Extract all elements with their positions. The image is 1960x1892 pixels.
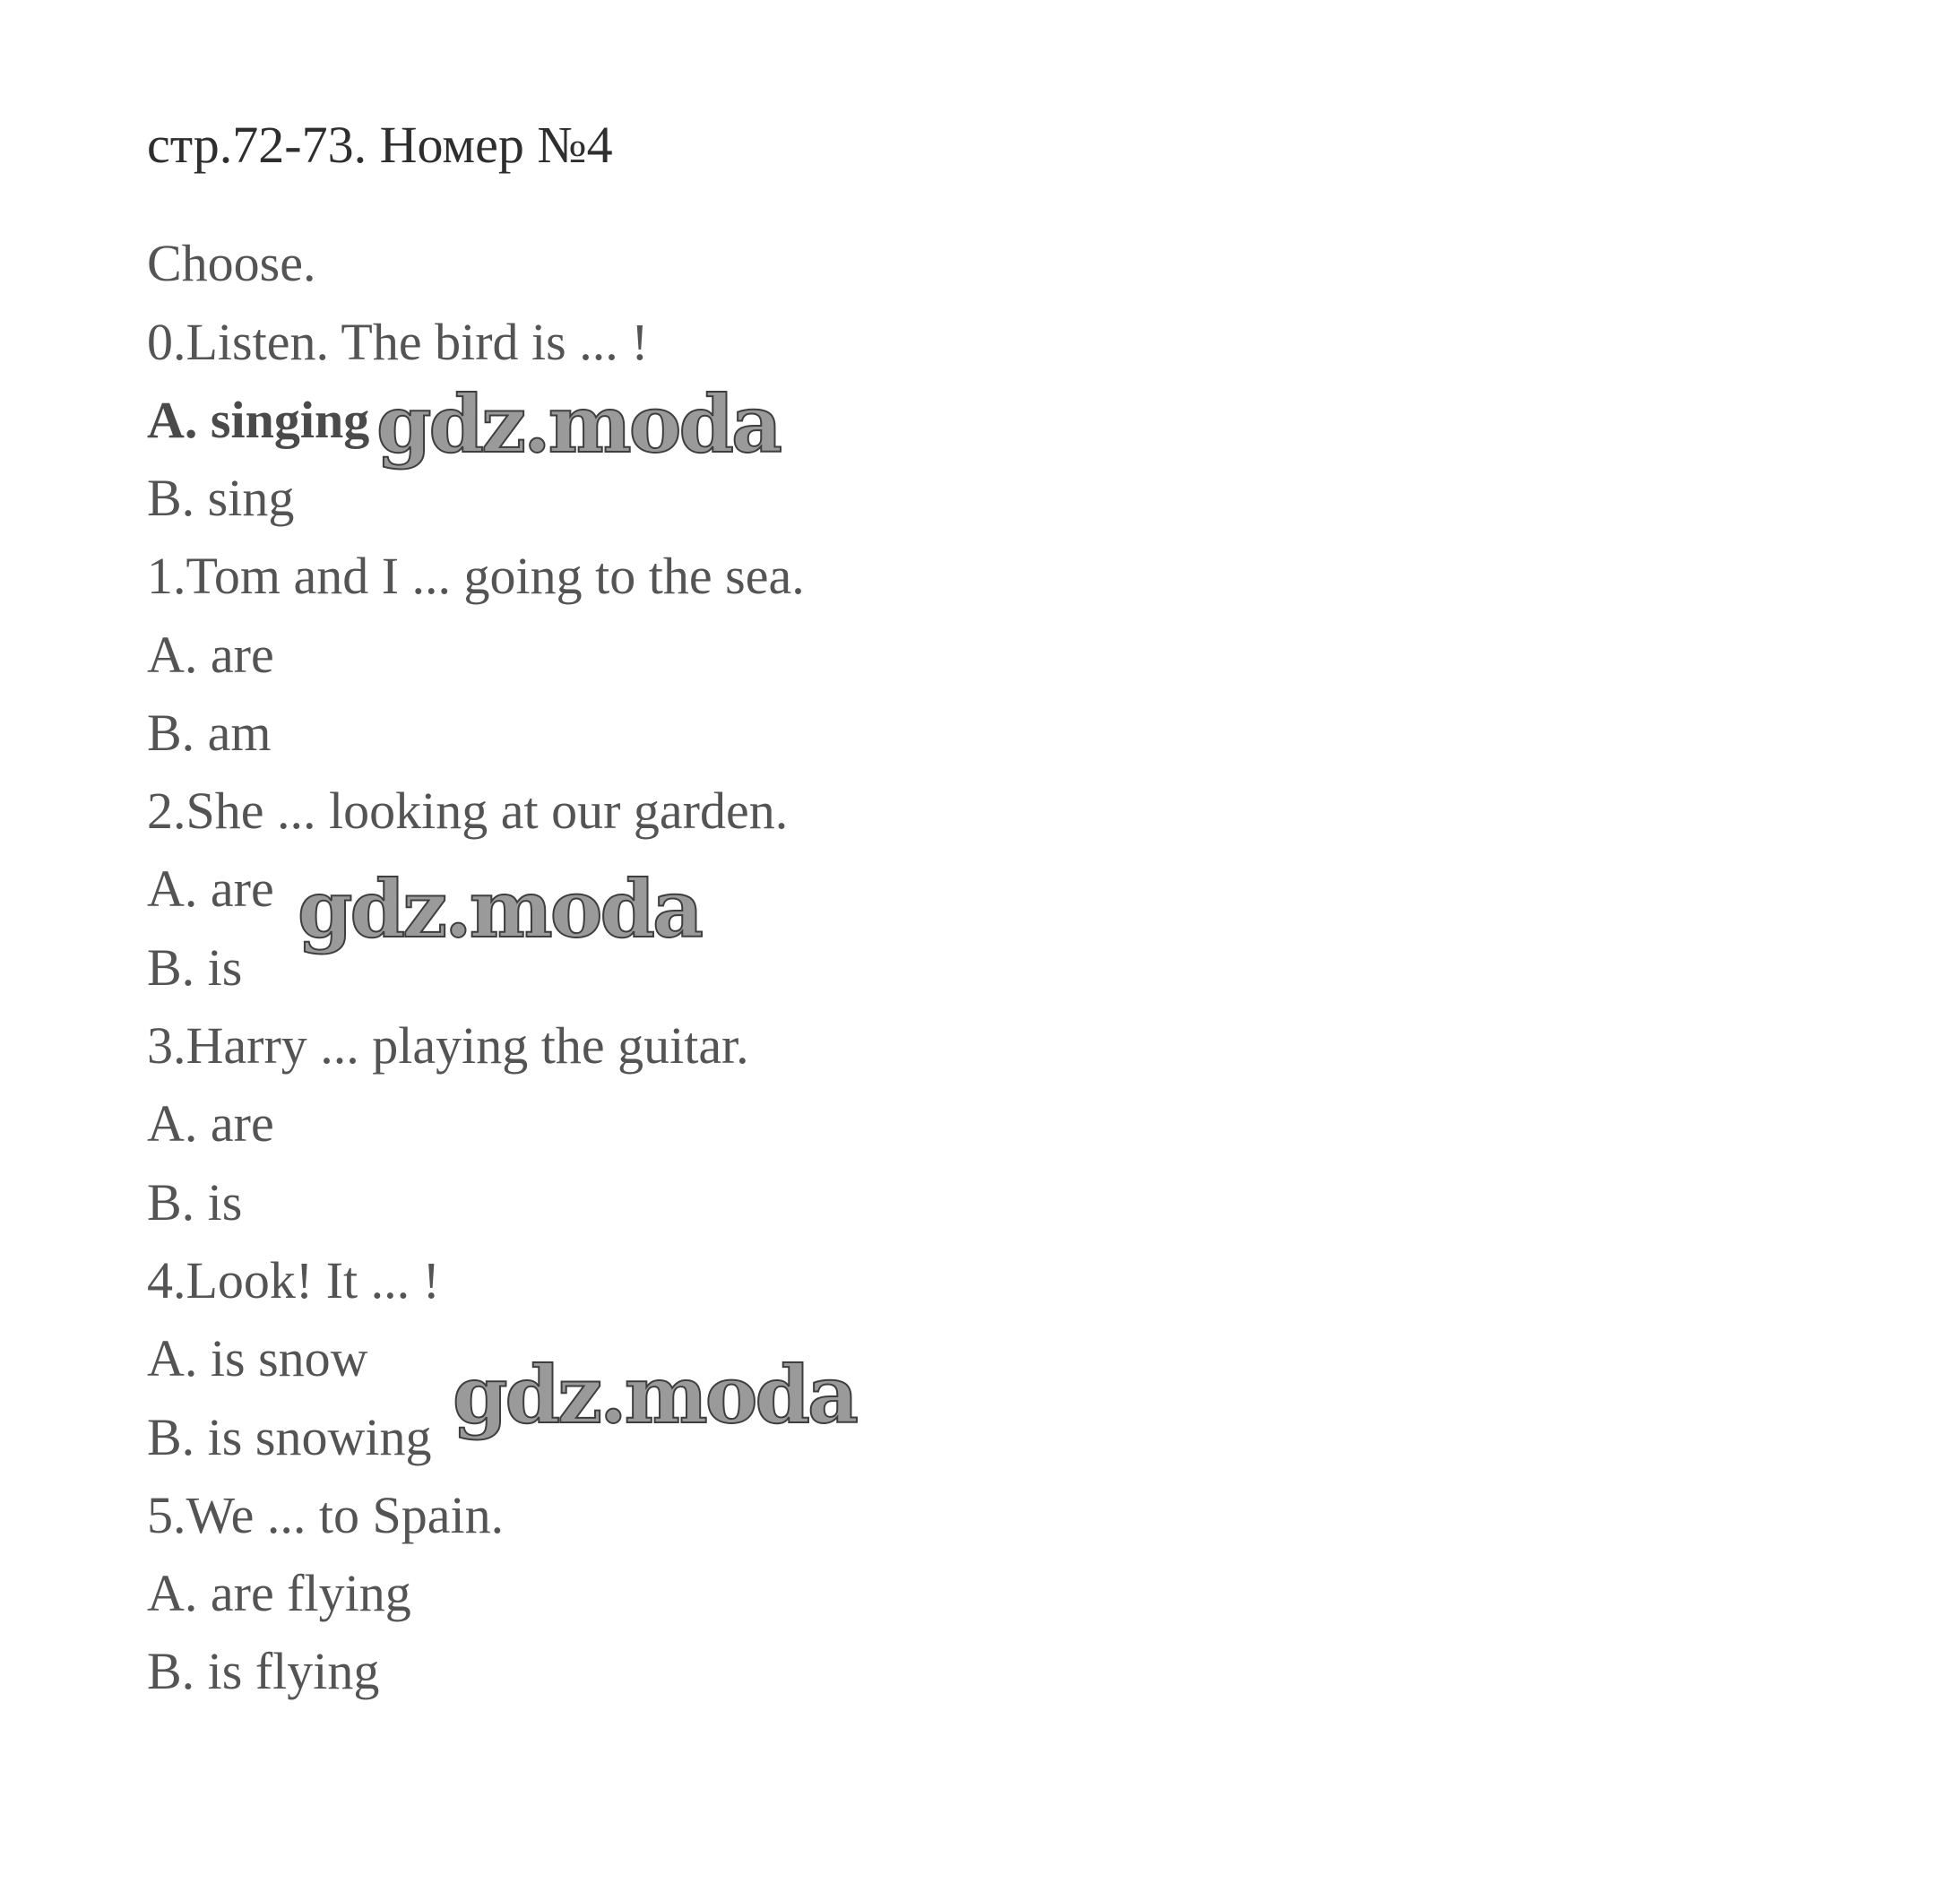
watermark: gdz.moda [376,377,781,471]
instruction-text: Choose. [147,234,316,292]
question-1-option-b: B. am [147,704,272,762]
question-5-prompt: 5.We ... to Spain. [147,1486,505,1544]
question-4-option-b: B. is snowing [147,1408,432,1466]
question-0-prompt: 0.Listen. The bird is ... ! [147,313,649,371]
question-3-option-b: B. is [147,1173,243,1231]
question-4-prompt: 4.Look! It ... ! [147,1251,440,1309]
question-1-prompt: 1.Tom and I ... going to the sea. [147,547,805,605]
question-5-option-b: B. is flying [147,1642,380,1700]
question-2-prompt: 2.She ... looking at our garden. [147,782,789,840]
page-title: стр.72-73. Номер №4 [147,116,613,174]
question-3-prompt: 3.Harry ... playing the guitar. [147,1016,749,1075]
question-4-option-a: A. is snow [147,1329,368,1387]
question-5-option-a: A. are flying [147,1564,411,1622]
question-2-option-b: B. is [147,938,243,997]
question-3-option-a: A. are [147,1094,274,1153]
watermark: gdz.moda [453,1348,857,1441]
question-2-option-a: A. are [147,860,274,918]
question-0-option-a: A. singing [147,391,370,449]
question-0-option-b: B. sing [147,469,295,527]
question-1-option-a: A. are [147,626,274,684]
watermark: gdz.moda [298,862,702,955]
